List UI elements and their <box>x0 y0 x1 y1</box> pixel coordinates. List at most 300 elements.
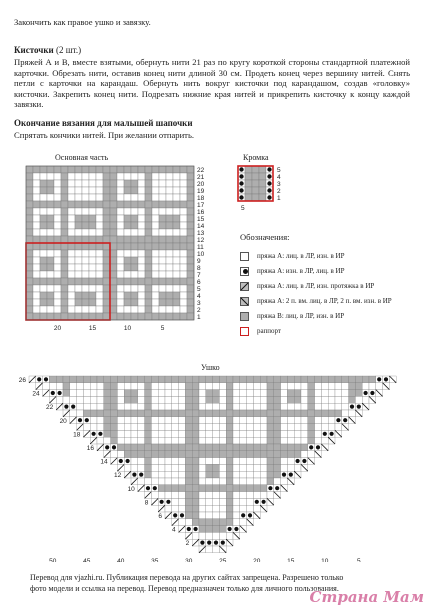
ear-cell <box>172 430 179 437</box>
ear-cell <box>226 396 233 403</box>
chart-cell <box>54 194 61 201</box>
ear-cell <box>172 471 179 478</box>
ear-cell <box>185 478 192 485</box>
chart-cell <box>47 201 54 208</box>
chart-cell <box>159 306 166 313</box>
ear-cell <box>321 376 328 383</box>
chart-cell <box>187 215 194 222</box>
chart-cell <box>75 278 82 285</box>
main-chart-title: Основная часть <box>55 153 109 162</box>
edge-cell <box>252 194 259 201</box>
chart-cell <box>145 278 152 285</box>
ear-cell <box>294 410 301 417</box>
ear-cell <box>233 464 240 471</box>
ear-cell <box>192 458 199 465</box>
chart-cell <box>40 306 47 313</box>
row-number: 1 <box>277 195 281 202</box>
chart-cell <box>180 229 187 236</box>
chart-cell <box>110 306 117 313</box>
chart-cell <box>68 208 75 215</box>
ear-cell <box>253 471 260 478</box>
purl-dot <box>92 432 96 436</box>
ear-cell <box>192 417 199 424</box>
chart-cell <box>54 236 61 243</box>
chart-cell <box>26 250 33 257</box>
ear-cell <box>185 471 192 478</box>
chart-cell <box>159 173 166 180</box>
ear-cell <box>117 403 124 410</box>
ear-cell <box>185 403 192 410</box>
ear-cell <box>233 498 240 505</box>
ear-cell <box>145 430 152 437</box>
chart-cell <box>54 292 61 299</box>
ear-cell <box>281 464 288 471</box>
ear-cell <box>240 383 247 390</box>
ear-cell <box>145 390 152 397</box>
ear-cell <box>158 478 165 485</box>
chart-cell <box>180 243 187 250</box>
ear-cell <box>138 396 145 403</box>
ear-cell <box>151 417 158 424</box>
chart-cell <box>152 306 159 313</box>
chart-cell <box>117 180 124 187</box>
chart-cell <box>110 313 117 320</box>
chart-cell <box>68 264 75 271</box>
ear-cell <box>287 458 294 465</box>
ear-cell <box>124 430 131 437</box>
ear-cell <box>138 376 145 383</box>
legend-text: пряжа В: лиц. в ЛР, изн. в ИР <box>257 312 345 320</box>
ear-cell <box>172 458 179 465</box>
intro-line: Закончить как правое ушко и завязку. <box>14 17 151 27</box>
chart-cell <box>68 299 75 306</box>
chart-cell <box>82 229 89 236</box>
ear-cell <box>281 417 288 424</box>
chart-cell <box>33 201 40 208</box>
chart-cell <box>75 187 82 194</box>
chart-cell <box>47 173 54 180</box>
finishing-body: Спрятать кончики нитей. При желании отпарить. <box>14 130 195 140</box>
ear-cell <box>145 451 152 458</box>
chart-cell <box>103 180 110 187</box>
ear-cell <box>165 458 172 465</box>
chart-cell <box>33 313 40 320</box>
ear-cell <box>199 430 206 437</box>
ear-cell <box>192 376 199 383</box>
chart-cell <box>26 236 33 243</box>
chart-cell <box>89 194 96 201</box>
ear-cell <box>138 458 145 465</box>
ear-cell <box>260 478 267 485</box>
chart-cell <box>75 229 82 236</box>
chart-cell <box>40 292 47 299</box>
ear-cell <box>233 424 240 431</box>
ear-cell <box>179 505 186 512</box>
ear-cell <box>151 458 158 465</box>
ear-cell <box>213 532 220 539</box>
ear-cell <box>219 403 226 410</box>
ear-cell <box>247 505 254 512</box>
ear-cell <box>206 430 213 437</box>
ear-cell <box>213 390 220 397</box>
ear-cell <box>219 492 226 499</box>
chart-cell <box>82 306 89 313</box>
chart-cell <box>138 257 145 264</box>
ear-cell <box>131 396 138 403</box>
ear-cell <box>206 437 213 444</box>
ear-cell <box>131 424 138 431</box>
ear-cell <box>185 505 192 512</box>
chart-cell <box>187 243 194 250</box>
ear-cell <box>335 376 342 383</box>
ear-cell <box>281 458 288 465</box>
chart-cell <box>40 313 47 320</box>
chart-cell <box>159 299 166 306</box>
ear-cell <box>199 376 206 383</box>
ear-cell <box>206 410 213 417</box>
ear-cell <box>253 396 260 403</box>
chart-cell <box>138 201 145 208</box>
ear-cell <box>117 437 124 444</box>
chart-cell <box>40 187 47 194</box>
chart-cell <box>75 250 82 257</box>
tassels-title: Кисточки <box>14 45 54 55</box>
ear-cell <box>213 430 220 437</box>
ear-cell <box>131 458 138 465</box>
ear-cell <box>342 403 349 410</box>
row-number: 16 <box>197 209 205 216</box>
chart-cell <box>117 278 124 285</box>
ear-cell <box>253 430 260 437</box>
ear-cell <box>226 410 233 417</box>
ear-cell <box>321 403 328 410</box>
chart-cell <box>26 313 33 320</box>
purl-dot <box>267 167 271 171</box>
chart-cell <box>152 236 159 243</box>
ear-cell <box>240 403 247 410</box>
chart-cell <box>47 257 54 264</box>
ear-cell <box>233 396 240 403</box>
ear-cell <box>219 498 226 505</box>
ear-cell <box>287 396 294 403</box>
purl-dot <box>194 527 198 531</box>
chart-cell <box>117 243 124 250</box>
purl-dot <box>58 391 62 395</box>
ear-cell <box>131 403 138 410</box>
column-number: 40 <box>117 557 125 562</box>
ear-cell <box>301 403 308 410</box>
ear-cell <box>315 403 322 410</box>
ear-cell <box>342 390 349 397</box>
ear-cell <box>321 424 328 431</box>
chart-cell <box>110 236 117 243</box>
ear-cell <box>165 376 172 383</box>
chart-cell <box>138 278 145 285</box>
ear-cell <box>199 390 206 397</box>
chart-cell <box>180 180 187 187</box>
chart-cell <box>124 285 131 292</box>
chart-cell <box>110 201 117 208</box>
dot-icon <box>240 267 249 276</box>
ear-cell <box>335 403 342 410</box>
chart-cell <box>61 306 68 313</box>
ear-cell <box>219 424 226 431</box>
ear-cell <box>315 410 322 417</box>
ear-cell <box>219 512 226 519</box>
chart-cell <box>47 180 54 187</box>
ear-cell <box>172 383 179 390</box>
ear-cell <box>199 526 206 533</box>
ear-cell <box>213 478 220 485</box>
chart-cell <box>124 257 131 264</box>
purl-dot <box>180 513 184 517</box>
chart-cell <box>187 264 194 271</box>
chart-cell <box>103 166 110 173</box>
ear-cell <box>213 464 220 471</box>
chart-cell <box>33 306 40 313</box>
ear-cell <box>111 417 118 424</box>
ear-cell <box>151 444 158 451</box>
chart-cell <box>54 271 61 278</box>
chart-cell <box>33 257 40 264</box>
column-number: 20 <box>53 325 62 332</box>
edge-cell <box>252 166 259 173</box>
chart-cell <box>33 299 40 306</box>
column-number: 15 <box>88 325 97 332</box>
chart-cell <box>124 180 131 187</box>
ear-cell <box>145 458 152 465</box>
ear-chart <box>15 372 415 562</box>
chart-cell <box>152 215 159 222</box>
ear-cell <box>287 437 294 444</box>
ear-cell <box>233 505 240 512</box>
ear-cell <box>213 485 220 492</box>
chart-cell <box>138 306 145 313</box>
ear-cell <box>179 390 186 397</box>
ear-cell <box>233 512 240 519</box>
ear-cell <box>267 451 274 458</box>
chart-cell <box>68 313 75 320</box>
ear-cell <box>315 396 322 403</box>
chart-cell <box>187 222 194 229</box>
ear-cell <box>77 403 84 410</box>
ear-cell <box>206 376 213 383</box>
ear-cell <box>233 437 240 444</box>
chart-cell <box>54 201 61 208</box>
chart-cell <box>26 194 33 201</box>
ear-cell <box>308 424 315 431</box>
ear-cell <box>111 430 118 437</box>
purl-dot <box>112 445 116 449</box>
ear-cell <box>240 451 247 458</box>
ear-cell <box>138 383 145 390</box>
ear-cell <box>294 383 301 390</box>
ear-cell <box>165 478 172 485</box>
chart-cell <box>124 208 131 215</box>
chart-cell <box>117 208 124 215</box>
ear-cell <box>97 417 104 424</box>
edge-cell <box>245 194 252 201</box>
ear-cell <box>253 464 260 471</box>
ear-cell <box>185 390 192 397</box>
ear-cell <box>213 526 220 533</box>
chart-cell <box>26 264 33 271</box>
ear-cell <box>287 417 294 424</box>
ear-cell <box>172 444 179 451</box>
chart-cell <box>103 278 110 285</box>
row-number: 18 <box>197 195 205 202</box>
column-number: 50 <box>49 557 57 562</box>
ear-cell <box>179 437 186 444</box>
ear-cell <box>145 383 152 390</box>
chart-cell <box>166 215 173 222</box>
ear-cell <box>308 451 315 458</box>
chart-cell <box>96 285 103 292</box>
purl-dot <box>44 377 48 381</box>
ear-cell <box>247 458 254 465</box>
purl-dot <box>139 473 143 477</box>
ear-cell <box>328 410 335 417</box>
ear-chart-title: Ушко <box>201 363 220 372</box>
ear-cell <box>267 471 274 478</box>
ear-cell <box>192 512 199 519</box>
ear-cell <box>179 464 186 471</box>
ear-cell <box>199 444 206 451</box>
ear-cell <box>355 376 362 383</box>
ear-cell <box>206 403 213 410</box>
column-number: 10 <box>321 557 329 562</box>
chart-cell <box>173 229 180 236</box>
chart-cell <box>68 215 75 222</box>
chart-cell <box>96 208 103 215</box>
ear-cell <box>274 430 281 437</box>
chart-cell <box>75 292 82 299</box>
chart-cell <box>33 292 40 299</box>
chart-cell <box>68 243 75 250</box>
ear-cell <box>240 464 247 471</box>
chart-cell <box>82 271 89 278</box>
ear-cell <box>151 424 158 431</box>
ear-cell <box>315 390 322 397</box>
ear-cell <box>192 444 199 451</box>
ear-cell <box>287 464 294 471</box>
ear-cell <box>97 437 104 444</box>
ear-cell <box>151 403 158 410</box>
ear-cell <box>301 451 308 458</box>
ear-cell <box>274 417 281 424</box>
row-number: 20 <box>59 417 67 425</box>
legend-text: пряжа А: 2 п. вм. лиц. в ЛР, 2 п. вм. изн. в ИР <box>257 297 392 305</box>
chart-cell <box>89 229 96 236</box>
ear-cell <box>145 444 152 451</box>
ear-cell <box>206 383 213 390</box>
row-number: 4 <box>277 174 281 181</box>
ear-cell <box>104 376 111 383</box>
chart-cell <box>61 173 68 180</box>
chart-cell <box>96 173 103 180</box>
ear-cell <box>179 424 186 431</box>
purl-dot <box>316 445 320 449</box>
chart-cell <box>26 278 33 285</box>
ear-cell <box>253 478 260 485</box>
chart-cell <box>117 264 124 271</box>
ear-cell <box>247 383 254 390</box>
purl-dot <box>296 459 300 463</box>
chart-cell <box>166 292 173 299</box>
ear-cell <box>274 458 281 465</box>
purl-dot <box>119 459 123 463</box>
column-number: 15 <box>287 557 295 562</box>
chart-cell <box>117 257 124 264</box>
ear-cell <box>165 403 172 410</box>
chart-cell <box>47 187 54 194</box>
chart-cell <box>117 201 124 208</box>
legend-item-slip <box>240 280 374 292</box>
chart-cell <box>82 250 89 257</box>
ear-cell <box>179 383 186 390</box>
ear-cell <box>83 376 90 383</box>
ear-cell <box>321 383 328 390</box>
chart-cell <box>166 278 173 285</box>
ear-cell <box>267 444 274 451</box>
purl-dot <box>267 188 271 192</box>
ear-cell <box>185 464 192 471</box>
ear-cell <box>90 383 97 390</box>
ear-cell <box>192 485 199 492</box>
ear-cell <box>315 424 322 431</box>
purl-dot <box>248 513 252 517</box>
chart-cell <box>61 222 68 229</box>
chart-cell <box>82 285 89 292</box>
ear-cell <box>206 546 213 553</box>
chart-cell <box>180 264 187 271</box>
ear-cell <box>267 430 274 437</box>
ear-cell <box>274 410 281 417</box>
ear-cell <box>226 403 233 410</box>
ear-cell <box>165 424 172 431</box>
ear-cell <box>199 519 206 526</box>
ear-cell <box>260 444 267 451</box>
ear-cell <box>138 430 145 437</box>
tassels-count: (2 шт.) <box>53 45 82 55</box>
ear-cell <box>267 403 274 410</box>
chart-cell <box>145 313 152 320</box>
row-number: 3 <box>197 300 201 307</box>
chart-cell <box>180 278 187 285</box>
ear-cell <box>355 396 362 403</box>
ear-cell <box>70 390 77 397</box>
ear-cell <box>104 417 111 424</box>
ear-cell <box>206 390 213 397</box>
chart-cell <box>82 215 89 222</box>
row-number: 16 <box>86 445 94 452</box>
ear-cell <box>308 410 315 417</box>
chart-cell <box>33 180 40 187</box>
ear-cell <box>301 417 308 424</box>
ear-cell <box>308 376 315 383</box>
ear-cell <box>111 424 118 431</box>
ear-cell <box>308 417 315 424</box>
ear-cell <box>233 410 240 417</box>
ear-cell <box>199 383 206 390</box>
ear-cell <box>260 485 267 492</box>
ear-cell <box>117 390 124 397</box>
ear-cell <box>49 376 56 383</box>
chart-cell <box>54 180 61 187</box>
chart-cell <box>173 236 180 243</box>
chart-cell <box>82 236 89 243</box>
ear-cell <box>131 390 138 397</box>
